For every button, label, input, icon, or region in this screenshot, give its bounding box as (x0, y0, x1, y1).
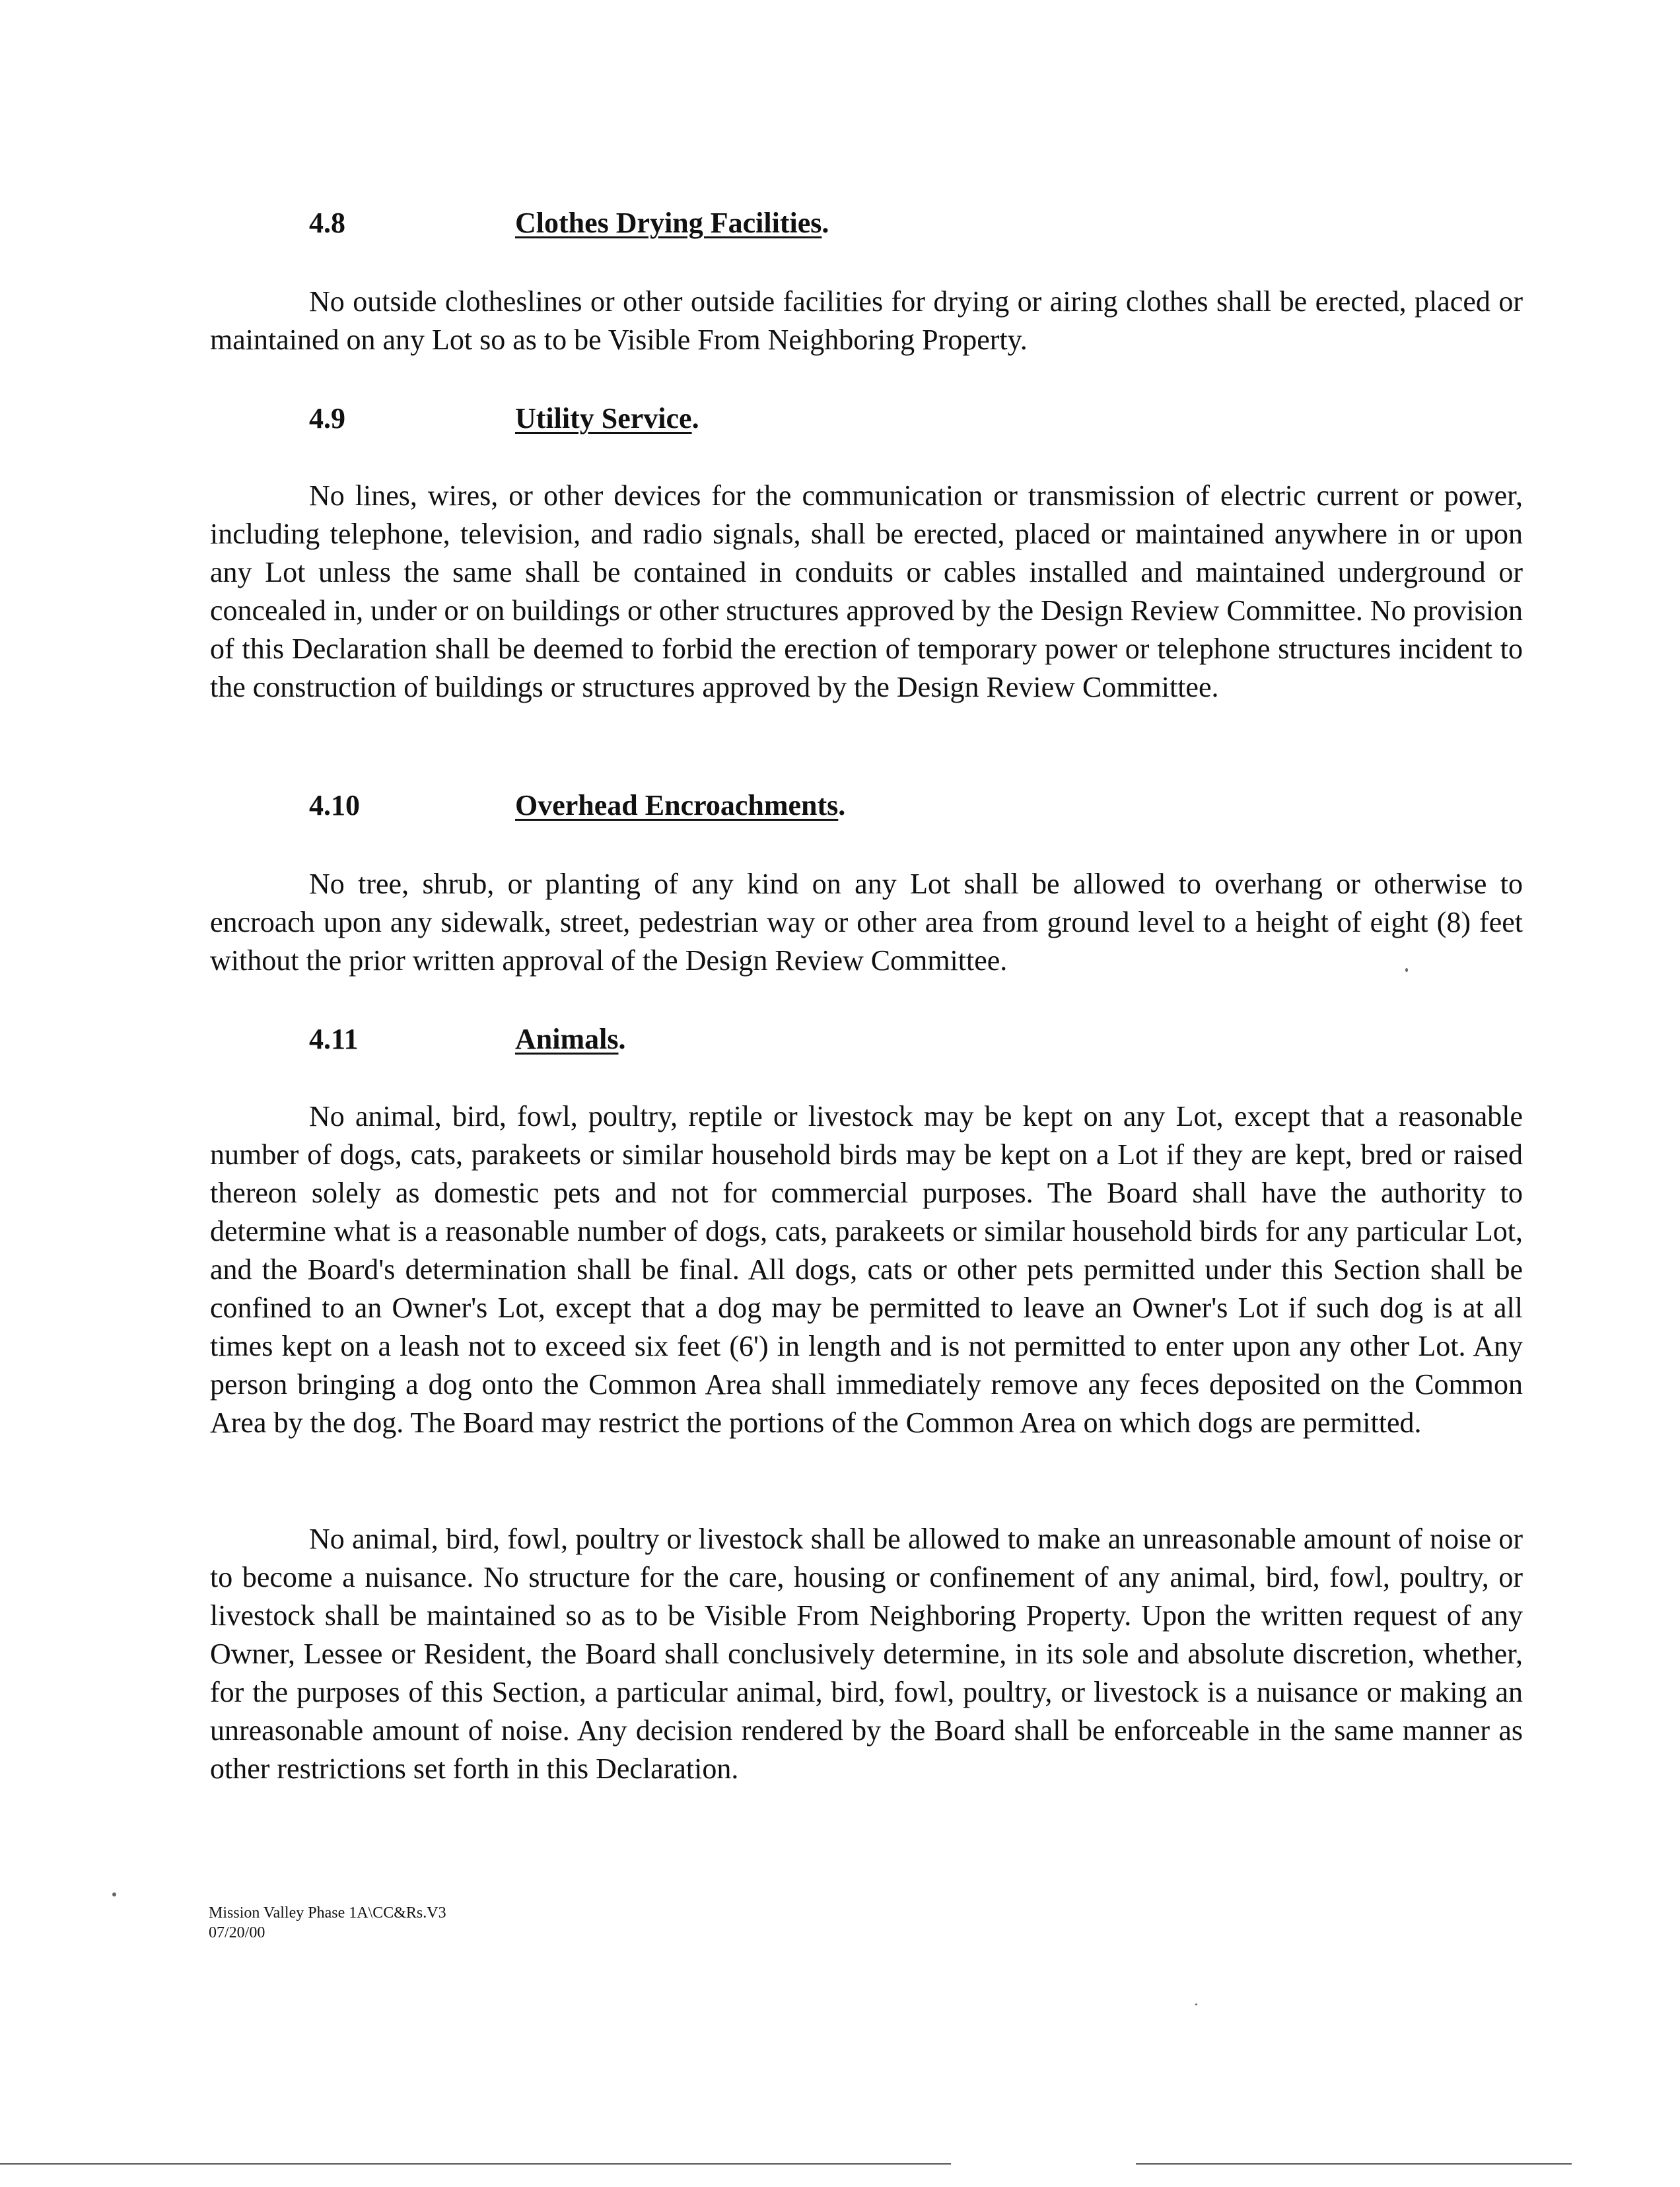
section-number: 4.9 (309, 402, 345, 434)
title-period: . (691, 402, 699, 434)
section-number: 4.10 (309, 789, 360, 821)
section-number: 4.8 (309, 207, 345, 239)
footer-file-reference: Mission Valley Phase 1A\CC&Rs.V3 (209, 1904, 446, 1922)
section-title: Clothes Drying Facilities (515, 207, 822, 239)
scan-speck (1405, 968, 1408, 972)
scan-speck (112, 1892, 116, 1896)
title-period: . (838, 789, 846, 821)
section-number: 4.11 (309, 1023, 359, 1055)
section-title: Animals (515, 1023, 619, 1055)
section-4-11-paragraph-1: No animal, bird, fowl, poultry, reptile or livestock may be kept on any Lot, except that a reasonable number of dogs, cats, parakeets or similar household birds may be kept on a Lot if they are kept, bred or raised thereon solely as domestic pets and not for commercial purposes. The Board shall have the authority to determine what is a reasonable number of dogs, cats, parakeets or similar household birds for any particular Lot, and the Board's determination shall be final. All dogs, cats or other pets permitted under this Section shall be confined to an Owner's Lot, except that a dog may be permitted to leave an Owner's Lot if such dog is at all times kept on a leash not to exceed six feet (6') in length and is not permitted to enter upon any other Lot. Any person bringing a dog onto the Common Area shall immediately remove any feces deposited on the Common Area by the dog. The Board may restrict the portions of the Common Area on which dogs are permitted. (210, 1100, 1523, 1439)
bottom-scan-line (0, 2163, 951, 2165)
section-heading-4-11 (309, 1020, 625, 1059)
section-4-8-paragraph: No outside clotheslines or other outside facilities for drying or airing clothes shall be erected, placed or maintained on any Lot so as to be Visible From Neighboring Property. (210, 285, 1523, 356)
section-4-11-paragraph-2: No animal, bird, fowl, poultry or livestock shall be allowed to make an unreasonable amount of noise or to become a nuisance. No structure for the care, housing or confinement of any animal, bird, fowl, poultry, or livestock shall be maintained so as to be Visible From Neighboring Property. Upon the written request of any Owner, Lessee or Resident, the Board shall conclusively determine, in its sole and absolute discretion, whether, for the purposes of this Section, a particular animal, bird, fowl, poultry, or livestock is a nuisance or making an unreasonable amount of noise. Any decision rendered by the Board shall be enforceable in the same manner as other restrictions set forth in this Declaration. (210, 1523, 1523, 1785)
section-4-9-paragraph: No lines, wires, or other devices for the communication or transmission of electric current or power, including telephone, television, and radio signals, shall be erected, placed or maintained anywhere in or upon any Lot unless the same shall be contained in conduits or cables installed and maintained underground or concealed in, under or on buildings or other structures approved by the Design Review Committee. No provision of this Declaration shall be deemed to forbid the erection of temporary power or telephone structures incident to the construction of buildings or structures approved by the Design Review Committee. (210, 479, 1523, 703)
section-4-10-paragraph: No tree, shrub, or planting of any kind on any Lot shall be allowed to overhang or otherwise to encroach upon any sidewalk, street, pedestrian way or other area from ground level to a height of eight (8) feet without the prior written approval of the Design Review Committee. (210, 868, 1523, 977)
section-heading-4-9 (309, 399, 699, 438)
document-footer (209, 1903, 446, 1943)
title-period: . (618, 1023, 626, 1055)
section-title: Overhead Encroachments (515, 789, 839, 821)
section-heading-4-8 (309, 203, 829, 243)
section-title: Utility Service (515, 402, 692, 434)
scan-speck (1195, 2003, 1197, 2005)
bottom-scan-line (1136, 2163, 1572, 2165)
title-period: . (822, 207, 829, 239)
section-heading-4-10 (309, 786, 845, 825)
footer-date: 07/20/00 (209, 1924, 265, 1941)
